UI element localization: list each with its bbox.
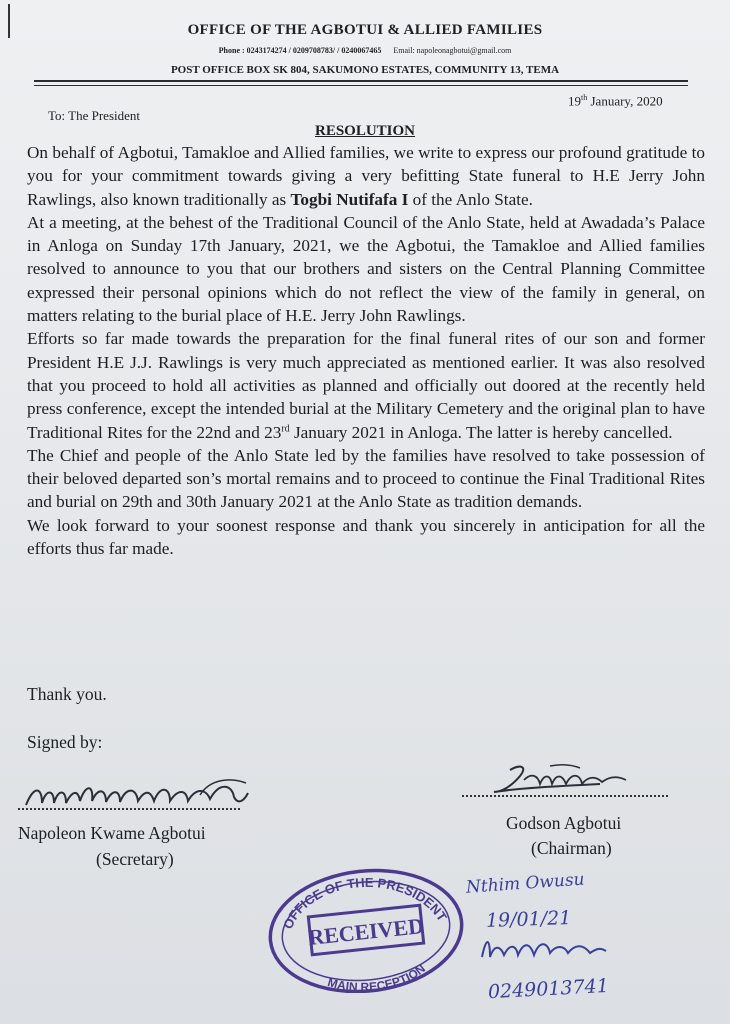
secretary-name: Napoleon Kwame Agbotui — [18, 823, 206, 843]
paragraph-5: We look forward to your soonest response and thank you sincerely in anticipation for all the efforts thus far made. — [27, 515, 705, 559]
stamp-center-text: RECEIVED — [306, 912, 426, 950]
received-stamp — [266, 865, 466, 993]
stamp-top-text: OFFICE OF THE PRESIDENT — [280, 874, 450, 932]
paragraph-1-text: On behalf of Agbotui, Tamakloe and Allied families, we write to express our profound gratitude to you for your commitment towards giving a very befitting State funeral to H.E Jerry John Rawlings, also known traditionally as — [27, 143, 705, 209]
document-heading: RESOLUTION — [314, 123, 416, 139]
chairman-name: Godson Agbotui — [506, 813, 622, 833]
paragraph-3-superscript: rd — [281, 422, 290, 434]
paragraph-3-text-b: January 2021 in Anloga. The latter is hereby cancelled. — [289, 422, 673, 442]
letterhead-title: OFFICE OF THE AGBOTUI & ALLIED FAMILIES — [187, 22, 543, 38]
date-suffix: th — [581, 93, 588, 102]
letterhead-phone: Phone : 0243174274 / 0209708783/ / 0240067465 — [218, 46, 382, 55]
closing-line: Thank you. — [27, 684, 107, 704]
stamp-bottom-text: MAIN RECEPTION — [326, 961, 428, 993]
handwritten-date: 19/01/21 — [485, 906, 572, 932]
chairman-signature-line — [462, 795, 668, 797]
handwritten-phone: 0249013741 — [487, 974, 610, 1004]
date-rest: January, 2020 — [587, 93, 663, 109]
letter-date — [568, 93, 663, 109]
secretary-signature-line — [18, 808, 240, 810]
header-rule — [34, 80, 688, 82]
paragraph-3-text-a: Efforts so far made towards the preparation for the final funeral rites of our son and former President H.E J.J. Rawlings is very much appreciated as mentioned earlier. It was also resolved that you proceed to hold all activities as planned and officially out doored at the recently held press conference, except the intended burial at the Military Cemetery and the original plan to have Traditional Rites for the 22nd and 23 — [27, 329, 705, 442]
recipient-line: To: The President — [48, 108, 141, 123]
paragraph-4: The Chief and people of the Anlo State led by the families have resolved to take possession of their beloved departed son’s mortal remains and to proceed to continue the Final Traditional Rites and burial on 29th and 30th January 2021 at the Anlo State as tradition demands. — [27, 445, 705, 512]
letterhead-contact — [0, 46, 730, 55]
chairman-role: (Chairman) — [531, 838, 612, 858]
letterhead-email: Email: napoleonagbotui@gmail.com — [393, 46, 512, 55]
handwritten-name: Nthim Owusu — [465, 869, 586, 898]
letterhead-address: POST OFFICE BOX SK 804, SAKUMONO ESTATES, COMMUNITY 13, TEMA — [170, 64, 560, 76]
letter-body — [27, 141, 705, 560]
handwritten-receipt-note — [460, 865, 640, 1015]
secretary-role: (Secretary) — [96, 849, 174, 869]
date-day: 19 — [568, 93, 581, 109]
handwritten-initials — [482, 942, 606, 957]
paragraph-1 — [27, 141, 705, 211]
header-rule-thin — [34, 85, 688, 86]
signed-by-label: Signed by: — [27, 732, 103, 752]
paragraph-3 — [27, 327, 705, 443]
paragraph-1-end: of the Anlo State. — [408, 189, 533, 209]
paragraph-1-bold: Togbi Nutifafa I — [290, 189, 409, 209]
paragraph-2: At a meeting, at the behest of the Traditional Council of the Anlo State, held at Awadada’s Palace in Anloga on Sunday 17th January, 2021, we the Agbotui, the Tamakloe and Allied families resolved to announce to you that our brothers and sisters on the Central Planning Committee expressed their personal opinions which do not reflect the view of the family in general, on matters relating to the burial place of H.E. Jerry John Rawlings. — [27, 212, 705, 326]
